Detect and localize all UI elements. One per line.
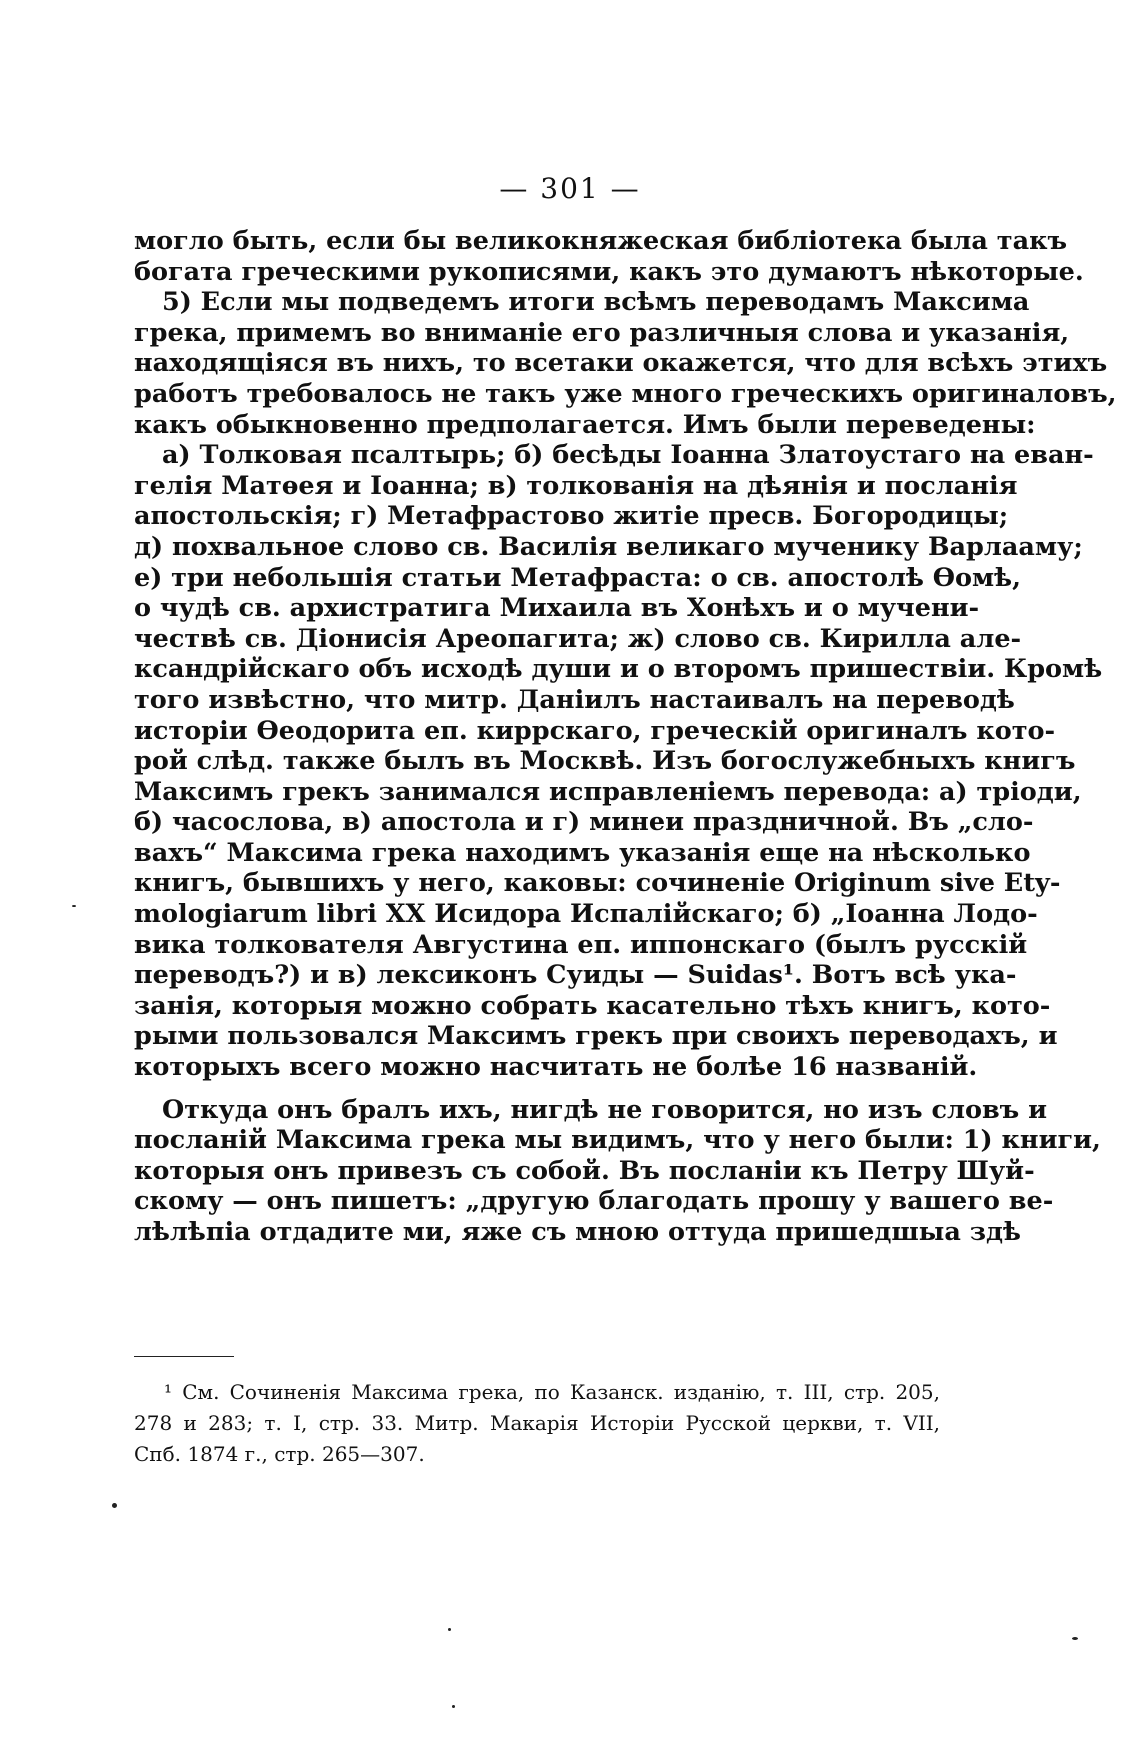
scan-speck xyxy=(1072,1637,1078,1640)
text-line: вахъ“ Максима грека находимъ указанiя еще на нѣсколько xyxy=(134,837,1031,868)
text-line: а) Толковая псалтырь; б) бесѣды Iоанна Златоустаго на еван- xyxy=(162,440,1094,471)
text-line: находящiяся въ нихъ, то всетаки окажется, что для всѣхъ этихъ xyxy=(134,348,1108,379)
text-line: Откуда онъ бралъ ихъ, нигдѣ не говорится, но изъ словъ и xyxy=(162,1094,1048,1125)
page-number: — 301 — xyxy=(499,172,641,205)
text-line: того извѣстно, что митр. Данiилъ настаивалъ на переводѣ xyxy=(134,684,1015,715)
text-line: о чудѣ св. архистратига Михаила въ Хонѣхъ и о мучени- xyxy=(134,593,980,624)
text-line: грека, примемъ во вниманiе его различныя слова и указанiя, xyxy=(134,317,1070,348)
paragraph-3 xyxy=(134,1094,1101,1248)
text-line: лѣлѣпiа отдадите ми, яже съ мною оттуда пришедшыа здѣ xyxy=(134,1217,1021,1247)
footnote-line: 278 и 283; т. I, стр. 33. Митр. Макарiя Исторiи Русской церкви, т. VII, xyxy=(134,1411,940,1435)
footnote-line: ¹ См. Сочиненiя Максима грека, по Казанск. изданiю, т. III, стр. 205, xyxy=(164,1380,940,1404)
text-line: вика толкователя Августина еп. иппонскаго (былъ русскiй xyxy=(134,929,1028,960)
text-line: занiя, которыя можно собрать касательно тѣхъ книгъ, кото- xyxy=(134,990,1051,1021)
text-line: ксандрiйскаго объ исходѣ души и о второмъ пришествiи. Кромѣ xyxy=(134,654,1103,685)
text-line: работъ требовалось не такъ уже много греческихъ оригиналовъ, xyxy=(134,378,1117,409)
text-line: рой слѣд. также былъ въ Москвѣ. Изъ богослужебныхъ книгъ xyxy=(134,746,1076,777)
text-line: б) часослова, в) апостола и г) минеи праздничной. Въ „сло- xyxy=(134,807,1034,838)
scan-speck xyxy=(452,1705,455,1708)
text-line: переводъ?) и в) лексиконъ Суиды — Suidas¹. Вотъ всѣ ука- xyxy=(134,960,1017,991)
text-line: mologiarum libri XX Исидора Испалiйскаго; б) „Iоанна Лодо- xyxy=(134,899,1038,930)
text-line: чествѣ св. Дiонисiя Ареопагита; ж) слово св. Кирилла але- xyxy=(134,623,1022,654)
text-line: которыя онъ привезъ съ собой. Въ посланiи къ Петру Шуй- xyxy=(134,1155,1035,1186)
text-line: посланiй Максима грека мы видимъ, что у него были: 1) книги, xyxy=(134,1125,1101,1156)
body-text xyxy=(134,226,1117,1248)
text-line: рыми пользовался Максимъ грекъ при своихъ переводахъ, и xyxy=(134,1021,1058,1052)
footnote xyxy=(134,1377,940,1470)
text-line: Максимъ грекъ занимался исправленiемъ перевода: а) трiоди, xyxy=(134,776,1082,807)
footnote-divider xyxy=(134,1356,234,1357)
text-line: какъ обыкновенно предполагается. Имъ были переведены: xyxy=(134,409,1036,440)
text-line: могло быть, если бы великокняжеская библiотека была такъ xyxy=(134,226,1068,256)
scan-speck xyxy=(112,1503,117,1508)
footnote-line: Спб. 1874 г., стр. 265—307. xyxy=(134,1442,425,1466)
text-line: исторiи Ѳеодорита еп. киррскаго, греческiй оригиналъ кото- xyxy=(134,715,1056,746)
scan-speck xyxy=(448,1628,451,1631)
text-line: д) похвальное слово св. Василiя великаго мученику Варлааму; xyxy=(134,531,1083,562)
text-line: гелiя Матѳея и Iоанна; в) толкованiя на дѣянiя и посланiя xyxy=(134,470,1018,501)
text-line: которыхъ всего можно насчитать не болѣе 16 названiй. xyxy=(134,1052,978,1083)
paragraph-1 xyxy=(134,226,1084,287)
paragraph-2 xyxy=(134,287,1117,1083)
text-line: книгъ, бывшихъ у него, каковы: сочиненiе Originum sive Ety- xyxy=(134,868,1061,899)
text-line: апостольскiя; г) Метафрастово житiе пресв. Богородицы; xyxy=(134,501,1009,532)
text-line: богата греческими рукописями, какъ это думаютъ нѣкоторые. xyxy=(134,256,1084,287)
scan-speck xyxy=(72,905,76,907)
text-line: скому — онъ пишетъ: „другую благодать прошу у вашего ве- xyxy=(134,1186,1054,1217)
text-line: е) три небольшiя статьи Метафраста: о св. апостолѣ Ѳомѣ, xyxy=(134,562,1021,593)
text-line: 5) Если мы подведемъ итоги всѣмъ переводамъ Максима xyxy=(162,287,1030,318)
